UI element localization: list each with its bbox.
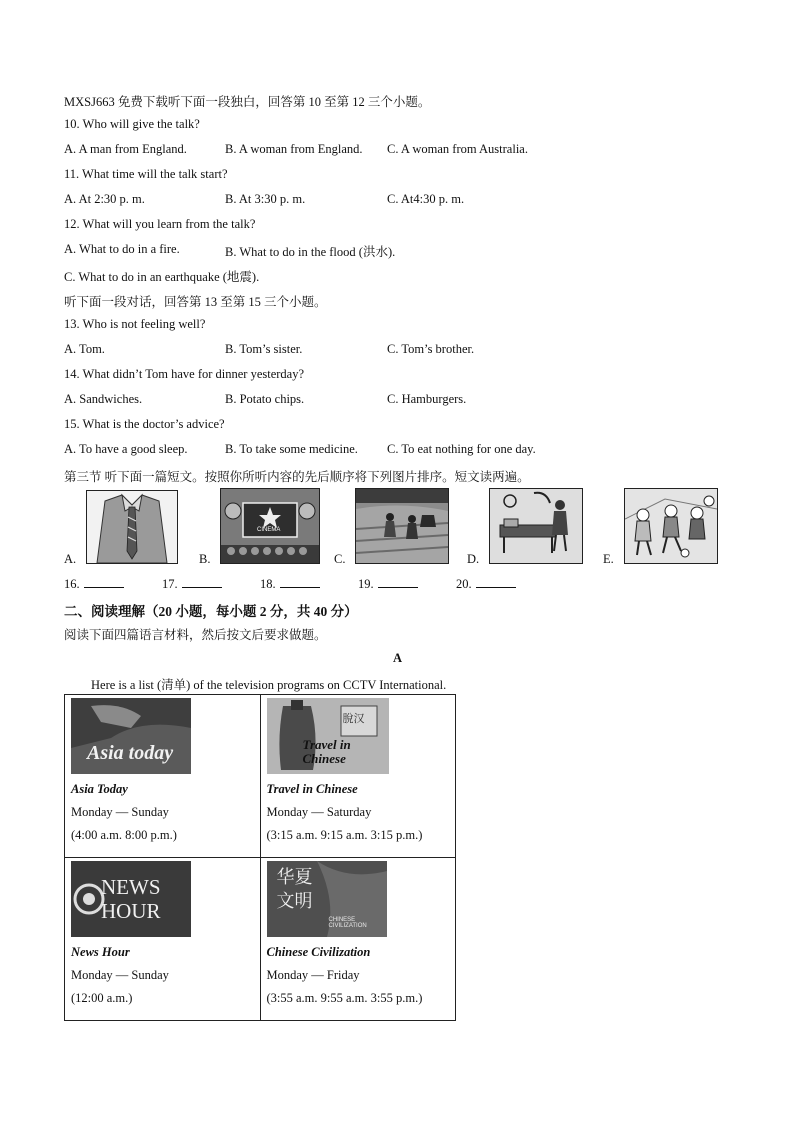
passage-intro: Here is a list (清单) of the television programs on CCTV International. <box>91 678 447 692</box>
blank-number: 17. <box>162 577 178 591</box>
blank-number: 20. <box>456 577 472 591</box>
program-times: (3:15 a.m. 9:15 a.m. 3:15 p.m.) <box>266 828 423 842</box>
farm-field-icon <box>355 488 449 564</box>
answer-blank-16[interactable] <box>64 577 124 592</box>
q14-option-a[interactable]: A. Sandwiches. <box>64 392 143 406</box>
program-title: Asia Today <box>71 782 128 796</box>
question-10-stem: 10. Who will give the talk? <box>64 117 200 131</box>
program-times: (3:55 a.m. 9:55 a.m. 3:55 p.m.) <box>266 991 423 1005</box>
program-title: Chinese Civilization <box>266 945 371 959</box>
monologue-intro: MXSJ663 免费下载听下面一段独白，回答第 10 至第 12 三个小题。 <box>64 95 431 109</box>
civilization-logo-sub: CHINESE CIVILIZATION <box>328 917 367 929</box>
answer-blank-20[interactable] <box>456 577 516 592</box>
q10-option-b[interactable]: B. A woman from England. <box>225 142 363 156</box>
reading-section-heading: 二、阅读理解（20 小题，每小题 2 分，共 40 分） <box>64 604 358 619</box>
asia-today-logo <box>71 698 191 774</box>
dialogue-intro: 听下面一段对话，回答第 13 至第 15 三个小题。 <box>64 295 327 309</box>
travel-in-chinese-logo <box>267 698 389 774</box>
blank-number: 16. <box>64 577 80 591</box>
q10-option-c[interactable]: C. A woman from Australia. <box>387 142 528 156</box>
q15-option-c[interactable]: C. To eat nothing for one day. <box>387 442 536 456</box>
question-15-stem: 15. What is the doctor’s advice? <box>64 417 225 431</box>
program-title: Travel in Chinese <box>266 782 358 796</box>
program-title: News Hour <box>71 945 130 959</box>
picture-b-label: B. <box>199 552 211 566</box>
picture-d-label: D. <box>467 552 480 566</box>
news-hour-logo-text: NEWS HOUR <box>101 875 161 923</box>
cinema-stage-icon <box>220 488 320 564</box>
program-days: Monday — Saturday <box>266 805 372 819</box>
program-cell-asia-today <box>65 695 261 858</box>
hospital-bed-icon <box>489 488 583 564</box>
picture-c-label: C. <box>334 552 346 566</box>
answer-blank-19[interactable] <box>358 577 418 592</box>
q10-option-a[interactable]: A. A man from England. <box>64 142 187 156</box>
program-cell-travel-in-chinese <box>260 695 456 858</box>
reading-instruction: 阅读下面四篇语言材料，然后按文后要求做题。 <box>64 628 327 642</box>
question-13-stem: 13. Who is not feeling well? <box>64 317 206 331</box>
news-hour-logo <box>71 861 191 937</box>
civilization-logo-text: 华夏文明 <box>276 867 313 911</box>
chinese-civilization-logo <box>267 861 387 937</box>
asia-today-logo-text: Asia today <box>87 742 174 764</box>
blank-number: 18. <box>260 577 276 591</box>
section3-intro: 第三节 听下面一篇短文。按照你所听内容的先后顺序将下列图片排序。短文读两遍。 <box>64 470 530 484</box>
program-cell-chinese-civilization <box>260 858 456 1021</box>
program-times: (4:00 a.m. 8:00 p.m.) <box>71 828 177 842</box>
picture-a-label: A. <box>64 552 77 566</box>
children-playing-icon <box>624 488 718 564</box>
blank-number: 19. <box>358 577 374 591</box>
travel-logo-chinese-text: 脫汉 <box>342 713 365 725</box>
question-11-stem: 11. What time will the talk start? <box>64 167 228 181</box>
q12-option-a[interactable]: A. What to do in a fire. <box>64 242 180 256</box>
program-days: Monday — Friday <box>266 968 360 982</box>
q11-option-a[interactable]: A. At 2:30 p. m. <box>64 192 145 206</box>
q13-option-a[interactable]: A. Tom. <box>64 342 105 356</box>
q13-option-c[interactable]: C. Tom’s brother. <box>387 342 475 356</box>
q13-option-b[interactable]: B. Tom’s sister. <box>225 342 303 356</box>
picture-e-label: E. <box>603 552 614 566</box>
question-12-stem: 12. What will you learn from the talk? <box>64 217 256 231</box>
q15-option-b[interactable]: B. To take some medicine. <box>225 442 358 456</box>
program-times: (12:00 a.m.) <box>71 991 133 1005</box>
shirt-tie-icon <box>86 490 178 564</box>
passage-letter: A <box>393 651 403 665</box>
question-14-stem: 14. What didn’t Tom have for dinner yesterday? <box>64 367 305 381</box>
answer-blank-17[interactable] <box>162 577 222 592</box>
tv-program-table <box>64 694 456 1021</box>
q14-option-c[interactable]: C. Hamburgers. <box>387 392 467 406</box>
program-cell-news-hour <box>65 858 261 1021</box>
program-days: Monday — Sunday <box>71 805 169 819</box>
q11-option-b[interactable]: B. At 3:30 p. m. <box>225 192 306 206</box>
q11-option-c[interactable]: C. At4:30 p. m. <box>387 192 465 206</box>
cinema-sign-text: CINEMA <box>257 527 281 533</box>
q12-option-c[interactable]: C. What to do in an earthquake (地震). <box>64 270 260 284</box>
q15-option-a[interactable]: A. To have a good sleep. <box>64 442 188 456</box>
travel-logo-text: Travel in Chinese <box>302 737 351 766</box>
q14-option-b[interactable]: B. Potato chips. <box>225 392 305 406</box>
q12-option-b[interactable]: B. What to do in the flood (洪水). <box>225 245 396 259</box>
program-days: Monday — Sunday <box>71 968 169 982</box>
answer-blank-18[interactable] <box>260 577 320 592</box>
